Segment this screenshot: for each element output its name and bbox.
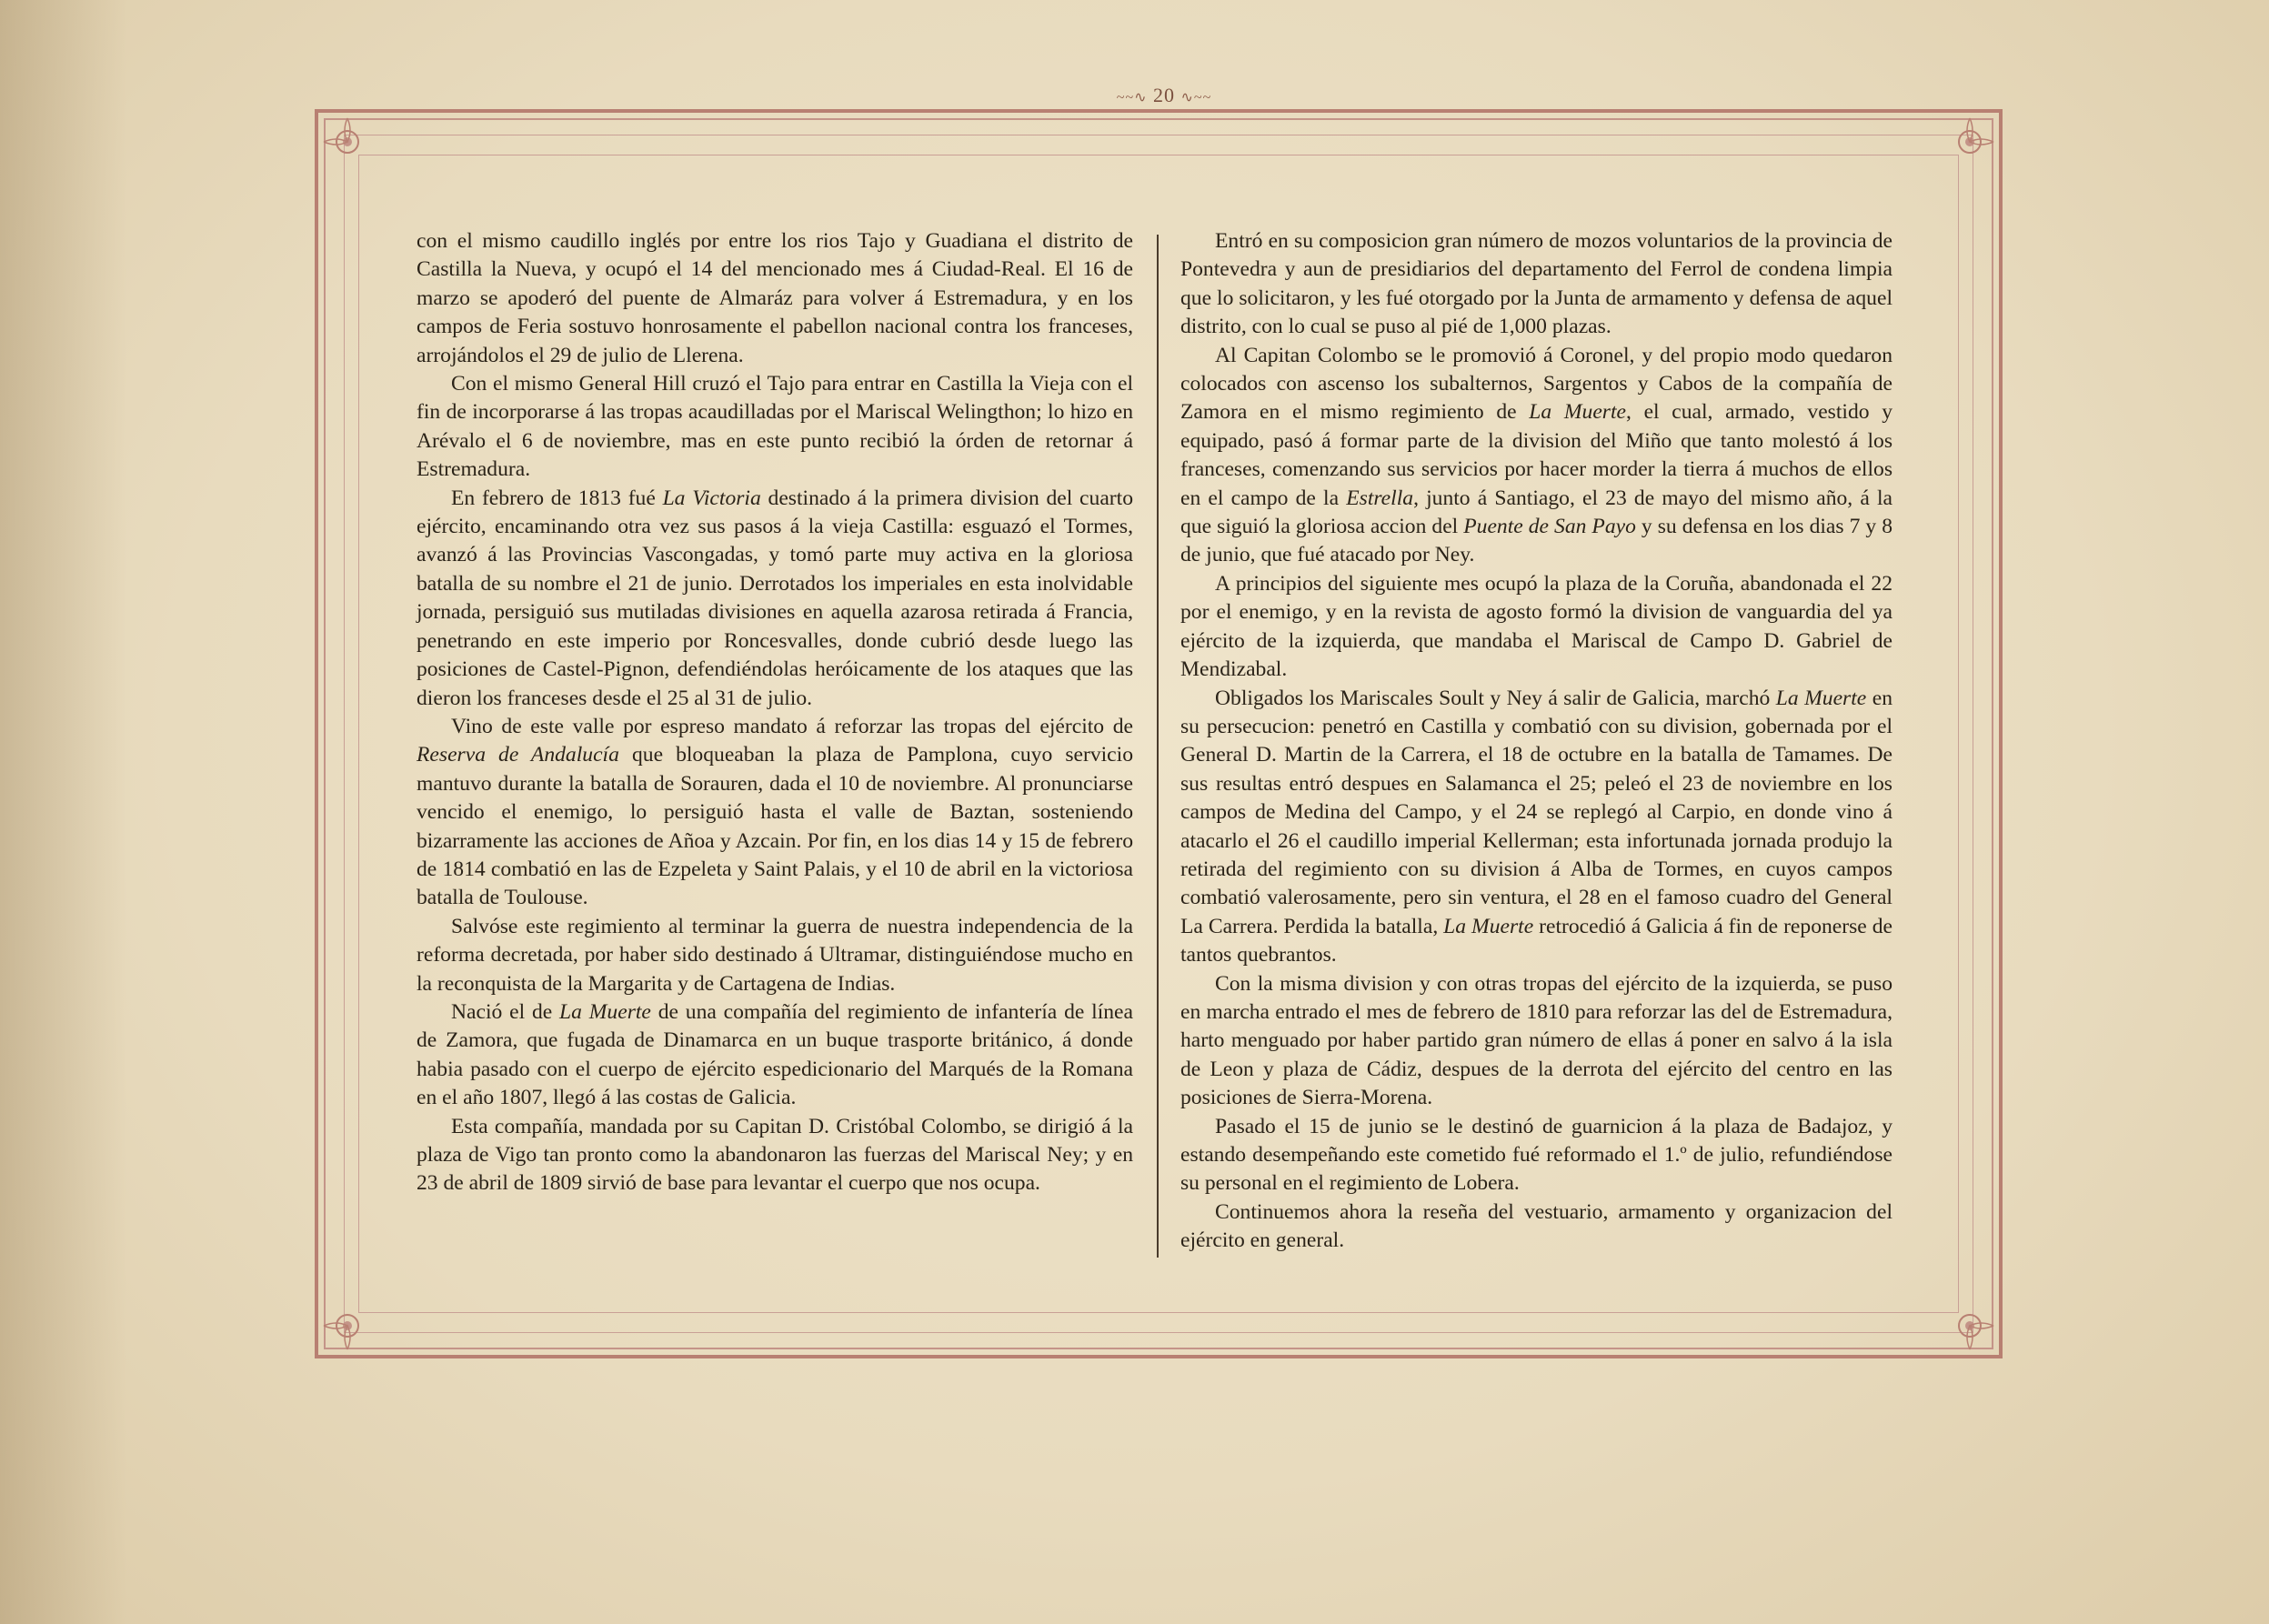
ornament-right: ∿~~	[1180, 90, 1212, 105]
paragraph: Pasado el 15 de junio se le destinó de guarnicion á la plaza de Badajoz, y estando desempeñando este cometido fué reformado el 1.º de julio, refundiéndose su personal en el regimiento de Lobera.	[1180, 1114, 1893, 1196]
paragraph: Salvóse este regimiento al terminar la guerra de nuestra independencia de la reforma decretada, por haber sido destinado á Ultramar, distinguiéndose mucho en la reconquista de la Margarita y de Cartagena de Indias.	[417, 914, 1133, 996]
paragraph: Con el mismo General Hill cruzó el Tajo para entrar en Castilla la Vieja con el fin de incorporarse á las tropas acaudilladas por el Mariscal Welingthon; lo hizo en Arévalo el 6 de noviembre, mas en este punto recibió la órden de retornar á Estremadura.	[417, 372, 1133, 482]
paragraph-text: En febrero de 1813 fué	[451, 486, 663, 510]
paragraph-text: , junto á Santiago, el 23 de mayo del mismo año, á la que siguió la gloriosa accion del	[1180, 486, 1893, 539]
paragraph-text: retrocedió á Galicia á fin de reponerse de tantos quebrantos.	[1180, 914, 1893, 967]
italic-name: Reserva de Andalucía	[417, 743, 619, 767]
italic-name: La Muerte	[1529, 400, 1627, 425]
italic-name: La Muerte	[559, 999, 651, 1024]
page-number: 20	[1153, 84, 1175, 106]
page-header	[1096, 84, 1232, 107]
paragraph	[1180, 685, 1893, 970]
italic-name: Estrella	[1346, 486, 1414, 510]
corner-ornament-icon	[1943, 115, 1997, 169]
paragraph: con el mismo caudillo inglés por entre los rios Tajo y Guadiana el distrito de Castilla la Nueva, y ocupó el 14 del mencionado mes á Ciudad-Real. El 16 de marzo se apoderó del puente de Almaráz para volver á Estremadura, y en los campos de Feria sostuvo honrosamente el pabellon nacional contra los franceses, arrojándolos el 29 de julio de Llerena.	[417, 229, 1133, 367]
corner-ornament-icon	[320, 115, 375, 169]
paragraph-text: , el cual, armado, vestido y equipado, pasó á formar parte de la division del Miño que tanto molestó á los franceses, comenzando sus servicios por hacer morder la tierra á muchos de ellos en el campo de la	[1180, 400, 1893, 510]
text-column-right	[1180, 227, 1893, 1256]
paragraph-text: Vino de este valle por espreso mandato á reforzar las tropas del ejército de	[451, 714, 1133, 738]
paragraph-text: en su persecucion: penetró en Castilla y combatió con su division, gobernada por el General D. Martin de la Carrera, el 18 de octubre en la batalla de Tamames. De sus resultas entró despues en Salamanca el 25; peleó el 23 de noviembre en los campos de Medina del Campo, y el 24 se replegó al Carpio, en donde vino á atacarlo el 26 el caudillo imperial Kellerman; esta infortunada jornada produjo la retirada del regimiento con su division á Alba de Tormes, en cuyos campos combatió valerosamente, pero sin ventura, el 28 en el famoso cuadro del General La Carrera. Perdida la batalla,	[1180, 686, 1893, 938]
paragraph-text: Obligados los Mariscales Soult y Ney á salir de Galicia, marchó	[1215, 686, 1776, 710]
paragraph-text: y su defensa en los dias 7 y 8 de junio, que fué atacado por Ney.	[1180, 515, 1893, 567]
italic-name: Puente de San Payo	[1463, 515, 1636, 539]
corner-ornament-icon	[1943, 1298, 1997, 1353]
ornament-left: ~~∿	[1116, 90, 1148, 105]
paragraph	[417, 713, 1133, 913]
paragraph-text: de una compañía del regimiento de infantería de línea de Zamora, que fugada de Dinamarca en un buque trasporte británico, á donde habia pasado con el cuerpo de ejército espedicionario del Marqués de la Romana en el año 1807, llegó á las costas de Galicia.	[417, 999, 1133, 1110]
text-column-left	[417, 227, 1133, 1198]
paragraph-text: Al Capitan Colombo se le promovió á Coronel, y del propio modo quedaron colocados con ascenso los subalternos, Sargentos y Cabos de la compañía de Zamora en el mismo regimiento de	[1180, 343, 1893, 425]
paragraph	[1180, 342, 1893, 570]
paragraph-text: que bloqueaban la plaza de Pamplona, cuyo servicio mantuvo durante la batalla de Sorauren, dada el 10 de noviembre. Al pronunciarse vencido el enemigo, lo persiguió hasta el valle de Baztan, sosteniendo bizarramente las acciones de Añoa y Azcain. Por fin, en los dias 14 y 15 de febrero de 1814 combatió en las de Ezpeleta y Saint Palais, y el 10 de abril en la victoriosa batalla de Toulouse.	[417, 743, 1134, 910]
paragraph: Con la misma division y con otras tropas del ejército de la izquierda, se puso en marcha entrado el mes de febrero de 1810 para reforzar las del de Estremadura, harto menguado por haber partido gran número de ellas á poner en salvo á la isla de Leon y plaza de Cádiz, despues de la derrota del ejército del centro en las posiciones de Sierra-Morena.	[1180, 971, 1893, 1110]
page-edge-shadow	[0, 0, 127, 1624]
paragraph: A principios del siguiente mes ocupó la plaza de la Coruña, abandonada el 22 por el enemigo, y en la revista de agosto formó la division de vanguardia del ya ejército de la izquierda, que mandaba el Mariscal de Campo D. Gabriel de Mendizabal.	[1180, 571, 1893, 682]
italic-name: La Muerte	[1443, 914, 1534, 938]
paragraph	[417, 998, 1133, 1113]
paragraph	[417, 485, 1133, 713]
paragraph: Esta compañía, mandada por su Capitan D. Cristóbal Colombo, se dirigió á la plaza de Vigo tan pronto como la abandonaron las fuerzas del Mariscal Ney; y en 23 de abril de 1809 sirvió de base para levantar el cuerpo que nos ocupa.	[417, 1114, 1133, 1196]
paragraph: Entró en su composicion gran número de mozos voluntarios de la provincia de Pontevedra y aun de presidiarios del departamento del Ferrol de condena limpia que lo solicitaron, y les fué otorgado por la Junta de armamento y defensa de aquel distrito, con lo cual se puso al pié de 1,000 plazas.	[1180, 229, 1893, 339]
column-divider	[1157, 235, 1159, 1258]
corner-ornament-icon	[320, 1298, 375, 1353]
italic-name: La Muerte	[1775, 686, 1867, 710]
paragraph-text: Nació el de	[451, 999, 560, 1024]
paragraph: Continuemos ahora la reseña del vestuario, armamento y organizacion del ejército en general.	[1180, 1199, 1893, 1253]
italic-name: La Victoria	[662, 486, 761, 510]
paragraph-text: destinado á la primera division del cuarto ejército, encaminando otra vez sus pasos á la vieja Castilla: esguazó el Tormes, avanzó á las Provincias Vascongadas, y tomó parte muy activa en la gloriosa batalla de su nombre el 21 de junio. Derrotados los imperiales en esta inolvidable jornada, persiguió sus mutiladas divisiones en aquella azarosa retirada á Francia, penetrando en este imperio por Roncesvalles, donde cubrió desde luego las posiciones de Castel-Pignon, defendiéndolas heróicamente de los ataques que las dieron los franceses desde el 25 al 31 de julio.	[417, 486, 1134, 710]
